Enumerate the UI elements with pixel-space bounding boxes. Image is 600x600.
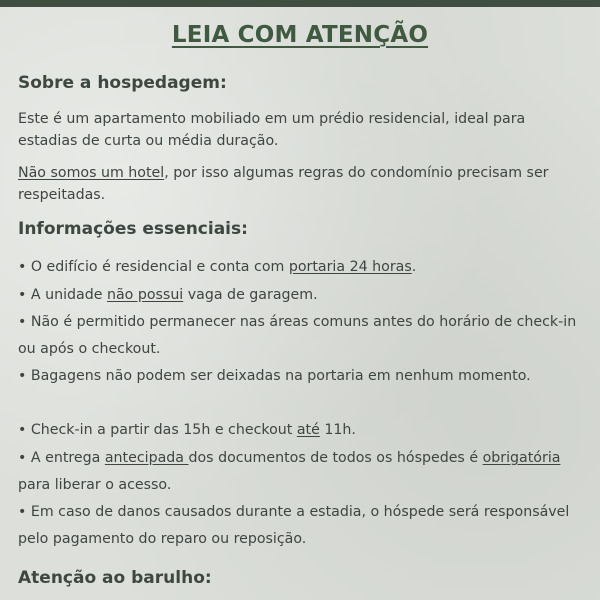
- heading-atencao-barulho: Atenção ao barulho:: [18, 568, 212, 588]
- paragraph-nao-somos-hotel: [18, 162, 578, 206]
- list-item-bagagens: • Bagagens não podem ser deixadas na portaria em nenhum momento.: [18, 368, 531, 384]
- list-item-text: vaga de garagem.: [183, 287, 318, 303]
- page-title: [0, 22, 600, 48]
- underlined-antecipada: antecipada: [104, 450, 189, 466]
- list-item-areas-comuns: • Não é permitido permanecer nas áreas comuns antes do horário de check-in ou após o checkout.: [18, 314, 577, 357]
- list-item-text: • O edifício é residencial e conta com: [18, 259, 289, 275]
- list-item-text: • Check-in a partir das 15h e checkout: [18, 422, 297, 438]
- list-item-checkin: [18, 417, 583, 444]
- list-item-text: .: [411, 259, 417, 275]
- underlined-nao-somos-hotel: Não somos um hotel: [18, 165, 165, 181]
- page-title-text: LEIA COM ATENÇÃO: [171, 22, 429, 48]
- heading-informacoes-essenciais: Informações essenciais:: [18, 219, 248, 239]
- list-item-text: • A entrega: [18, 450, 105, 466]
- heading-sobre-hospedagem: Sobre a hospedagem:: [18, 73, 227, 93]
- list-item-text: • A unidade: [18, 287, 107, 303]
- underlined-portaria: portaria 24 horas: [288, 259, 412, 275]
- top-bar: [0, 0, 600, 7]
- list-item-text: dos documentos de todos os hóspedes é: [188, 450, 483, 466]
- underlined-obrigatoria: obrigatória: [482, 450, 561, 466]
- list-item-danos: • Em caso de danos causados durante a estadia, o hóspede será responsável pelo pagamento do reparo ou reposição.: [18, 504, 570, 547]
- list-item-text: para liberar o acesso.: [18, 477, 172, 493]
- list-item-text: 11h.: [319, 422, 356, 438]
- list-item-garagem: [18, 282, 583, 309]
- paragraph-apartamento: Este é um apartamento mobiliado em um prédio residencial, ideal para estadias de curta ou média duração.: [18, 111, 526, 149]
- list-item-portaria: [18, 254, 583, 281]
- list-item-documentos: [18, 445, 583, 499]
- underlined-nao-possui: não possui: [106, 287, 184, 303]
- paragraph-nao-somos-hotel-rest: , por isso algumas regras do condomínio precisam ser respeitadas.: [18, 165, 549, 203]
- underlined-ate: até: [296, 422, 320, 438]
